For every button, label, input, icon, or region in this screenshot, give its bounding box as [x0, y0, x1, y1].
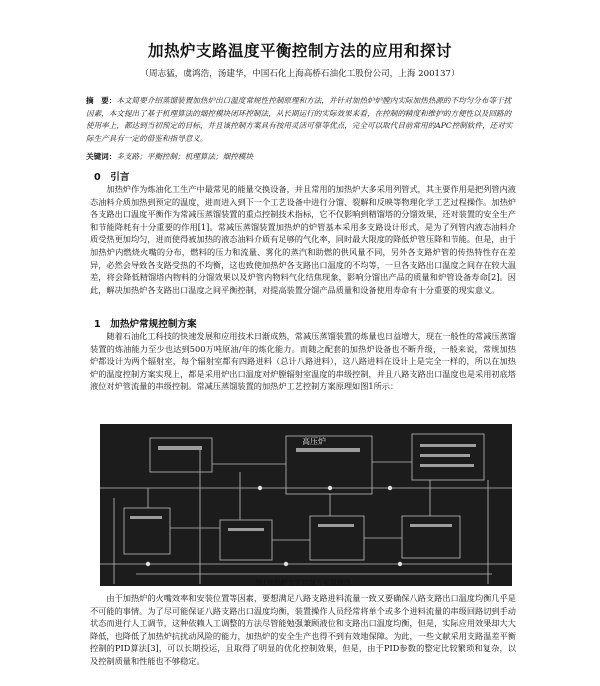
abstract: [86, 95, 518, 145]
process-diagram-graphic: [100, 424, 512, 586]
keywords-label: 关键词：: [86, 152, 117, 161]
closing-paragraph: 由于加热炉的火嘴效率和安装位置等因素，要想满足八路支路进料流量一致又要确保八路支路出口温度均衡几乎是不可能的事情。为了尽可能保证八路支路出口温度均衡，装置操作人员经常将单个或多个进料流量的串级回路切到手动状态而进行人工调节，这种依赖人工调整的方法尽管能勉强兼顾液位和支路出口温度均衡，但是，实际应用效果却大大降低，也降低了加热炉抗扰动风险的能力，加热炉的安全生产也得不到有效地保障。为此，一些文献采用支路温差平衡控制的PID算法[3]，可以长期投运，且取得了明显的优化控制效果，但是，由于PID参数的整定比较繁琐和复杂，以及控制质量和性能也不够稳定。: [90, 593, 516, 666]
process-diagram: [100, 424, 512, 586]
keywords-text: 多支路；平衡控制；机理算法；烟控模块: [116, 152, 254, 161]
diagram-label-furnace: 高压炉: [302, 437, 326, 446]
intro-paragraph: 加热炉作为炼油化工生产中最常见的能量交换设备，并且常用的加热炉大多采用列管式，其主要作用是把列管内液态油料介质加热到预定的温度，进而进入到下一个工艺设备中进行分馏、裂解和反映等物理化学工艺过程操作。加热炉各支路出口温度平衡作为常减压蒸馏装置的重点控制技术指标，它不仅影响到精馏塔的分馏效果，还对装置的安全生产和节能降耗有十分重要的作用[1]。常减压蒸馏装置加热炉的炉管基本采用多支路设计形式，是为了列管内液态油料介质受热更加均匀，进而使得被加热的液态油料介质有足够的气化率，同时最大限度的降低炉管压降和节能。但是，由于加热炉内燃烧火嘴的分布，燃料的压力和流量、雾化的蒸汽和助燃的供风量不同，另外各支路炉管的传热特性存在差异，必然会导致各支路受热的不均衡，这也致使加热炉各支路出口温度的不均等，一旦各支路出口温度之间存在较大温差，将会降低精馏塔内物料的分馏效果以及炉管内物料气化结焦现象，影响分馏出产品的质量和炉管设备寿命[2]。因此，解决加热炉各支路出口温度之间平衡控制，对提高装置分馏产品质量和设备使用寿命有十分重要的现实意义。: [90, 184, 516, 295]
author-line: （周志猛，虞鸿浩，汤建华，中国石化上海高桥石油化工股份公司，上海 200137）: [140, 69, 460, 79]
paper-title: 加热炉支路温度平衡控制方法的应用和探讨: [147, 42, 452, 60]
keywords: [86, 151, 518, 162]
abstract-text: 本文简要介绍蒸馏装置加热炉出口温度常规性控制原理和方法，并针对加热炉炉膛内实际加热热源的不均匀分布等干扰因素，本文提出了基于机理算法的烟控模块闭环控制法，从长期运行的实际效果来看，在控制的精度和维护的方便性以及回路的使用率上，都达到当初预定的目标，并且该控制方案具有按用灵活可靠等优点，完全可以取代目前常用的APC控制软件，还对实际生产具有一定的借鉴和指导意义。: [86, 96, 513, 143]
abstract-label: 摘 要：: [86, 96, 117, 105]
section-heading-intro: 0 引言: [94, 172, 130, 183]
section-heading-control: 1 加热炉常规控制方案: [94, 319, 197, 330]
figure-caption: 图1加热炉工艺控制方案原理图: [255, 579, 351, 587]
control-paragraph: 随着石油化工科技的快速发展和应用技术日渐成熟，常减压蒸馏装置的炼量也日益增大，现在一般性的常减压蒸馏装置的炼油能力至少也达到500万吨原油/年的炼化能力。而随之配套的加热炉设备也不断升级，一般来说，常规加热炉都设计为两个辐射室，每个辐射室都有四路进料（总计八路进料），这八路进料在设计上是完全一样的，所以在加热炉的温度控制方案实现上，都是采用炉出口温度对炉膛辐射室温度的串级控制，并且八路支路出口温度也是采用初底塔液位对炉管流量的串级控制。常减压蒸馏装置的加热炉工艺控制方案原理如图1所示：: [90, 331, 516, 392]
